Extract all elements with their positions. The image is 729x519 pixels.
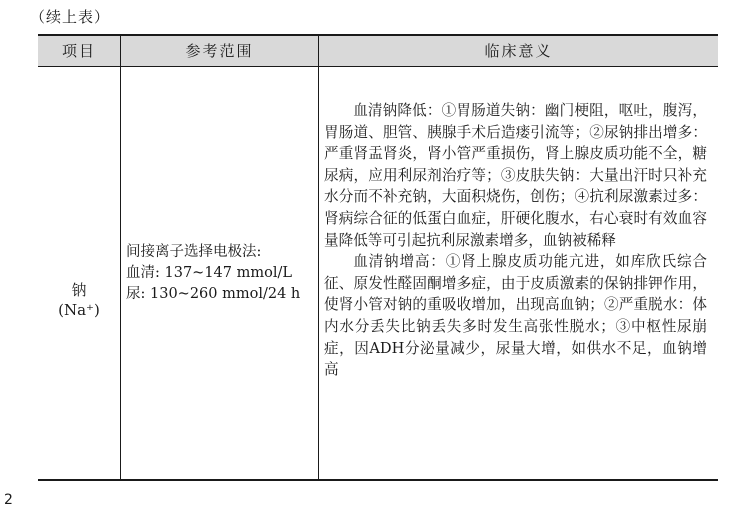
header-reference-range: 参考范围 — [185, 42, 254, 60]
hypernatremia-paragraph: 血清钠增高：①肾上腺皮质功能亢进，如库欣氏综合征、原发性醛固酮增多症，由于皮质激素的保钠排钾作用，使肾小管对钠的重吸收增加，出现高血钠；②严重脱水：体内水分丢失比钠丢失多时发生高张性脱水；③中枢性尿崩症，因ADH分泌量减少，尿量大增，如供水不足，血钠增高 — [324, 253, 707, 379]
hyponatremia-paragraph: 血清钠降低：①胃肠道失钠：幽门梗阻，呕吐，腹泻，胃肠道、胆管、胰腺手术后造瘘引流等；②尿钠排出增多：严重肾盂肾炎，肾小管严重损伤，肾上腺皮质功能不全，糖尿病，应用利尿剂治疗等；③皮肤失钠：大量出汗时只补充水分而不补充钠，大面积烧伤，创伤；④抗利尿激素过多：肾病综合征的低蛋白血症，肝硬化腹水，右心衰时有效血容量降低等可引起抗利尿激素增多，血钠被稀释 — [324, 102, 707, 249]
header-clinical-significance: 临床意义 — [484, 42, 553, 60]
item-symbol: (Na⁺) — [58, 301, 100, 319]
reference-range-cell — [126, 242, 316, 305]
column-divider — [120, 36, 121, 479]
column-divider — [318, 36, 319, 479]
range-serum: 血清: 137~147 mmol/L — [126, 265, 292, 281]
header-item: 项目 — [61, 42, 96, 60]
clinical-significance-cell — [324, 100, 707, 381]
continuation-label: （续上表） — [30, 8, 111, 26]
item-cell — [38, 280, 120, 320]
range-method: 间接离子选择电极法: — [126, 244, 262, 260]
range-urine: 尿: 130~260 mmol/24 h — [126, 286, 301, 302]
lab-reference-table — [38, 34, 718, 481]
page-number: 2 — [4, 492, 13, 508]
item-name: 钠 — [71, 281, 87, 299]
